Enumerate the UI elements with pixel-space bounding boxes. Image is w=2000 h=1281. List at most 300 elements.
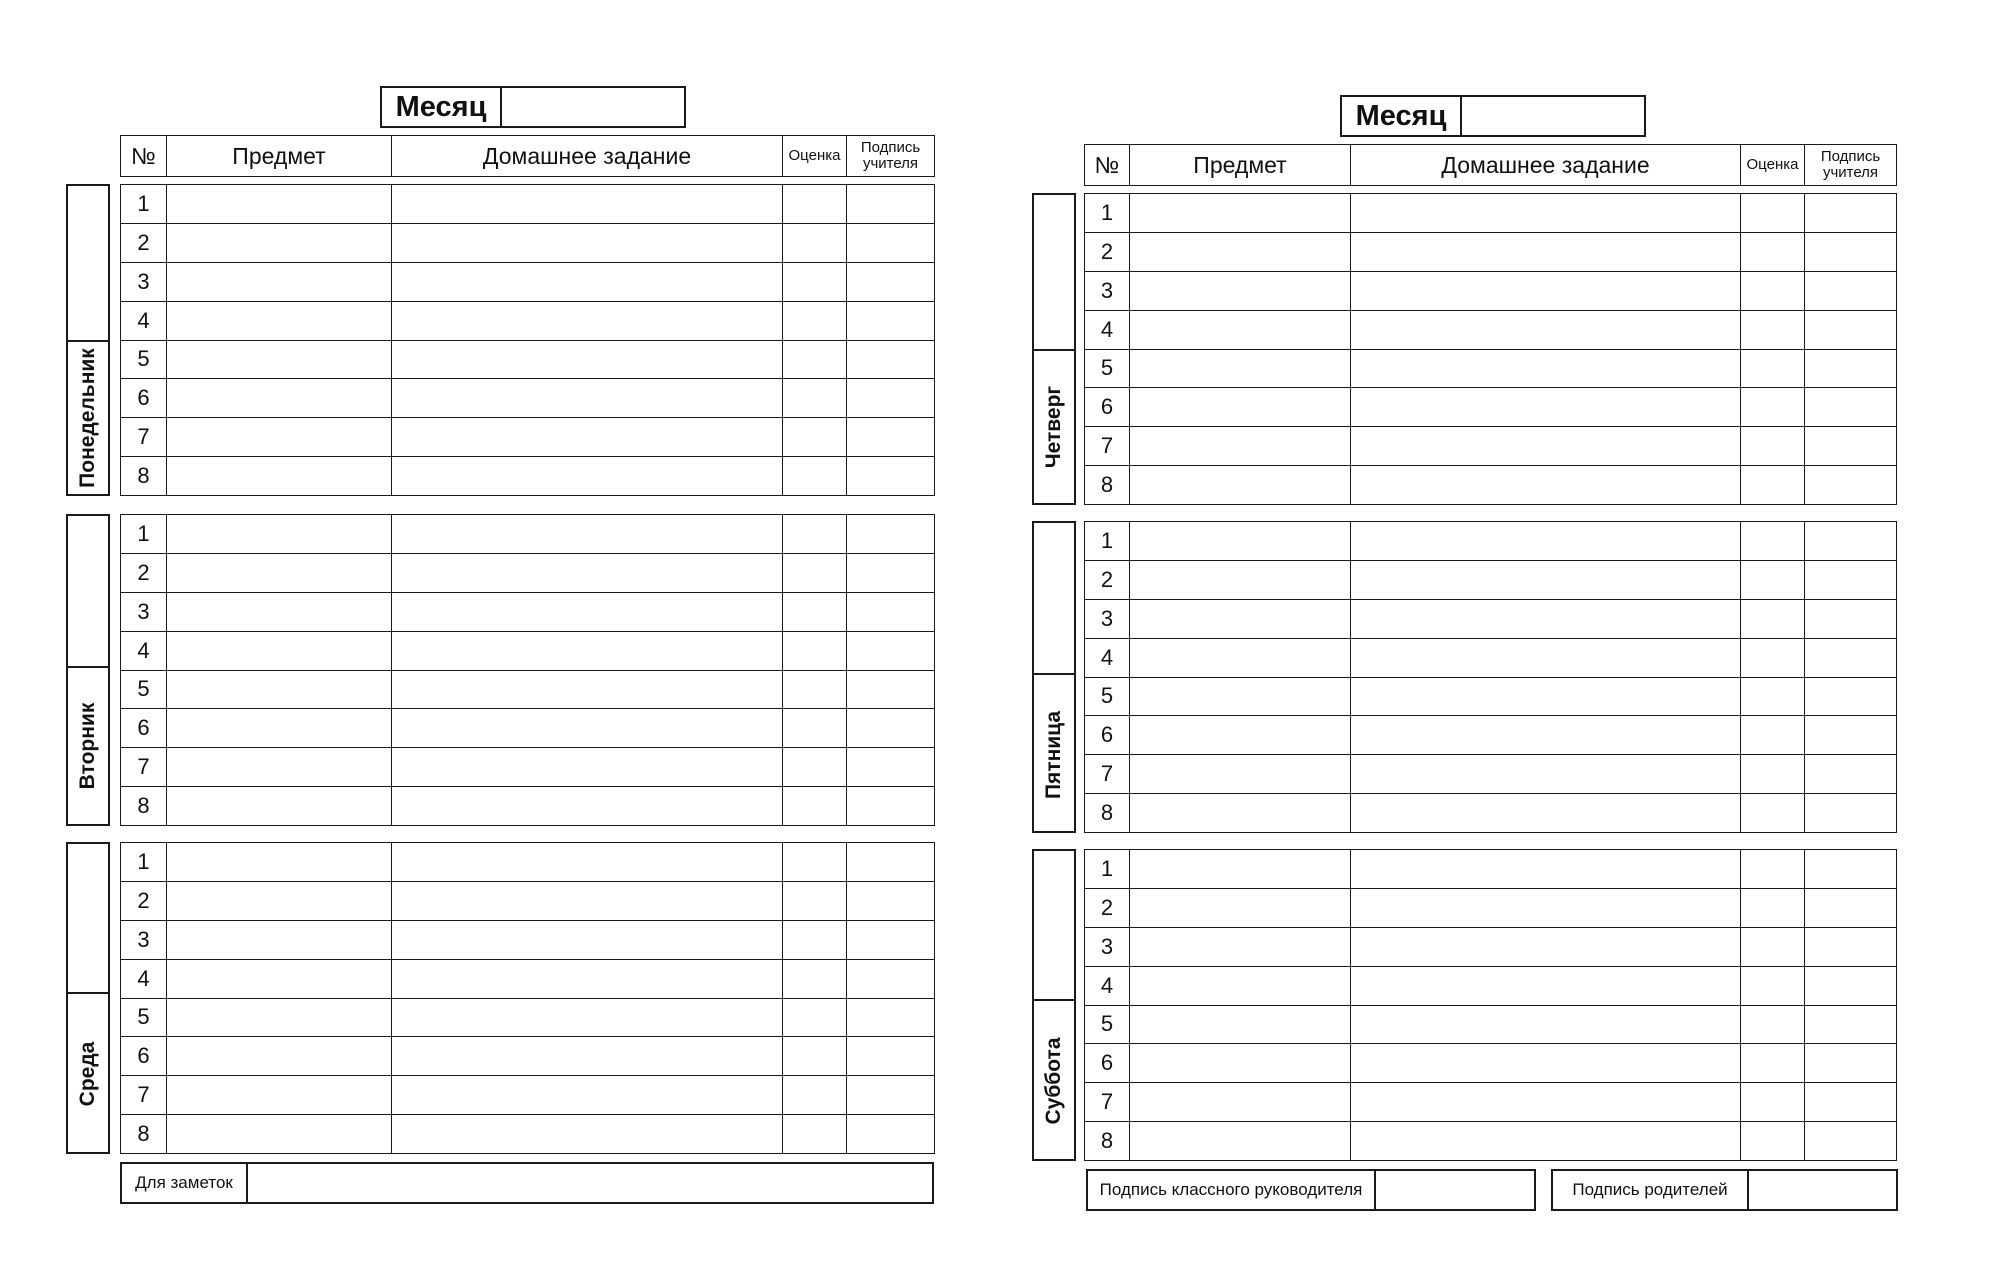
class-teacher-signature-label: Подпись классного руководителя [1088,1171,1376,1209]
homework-cell[interactable] [392,515,783,554]
lesson-row [121,418,935,457]
grade-cell[interactable] [783,515,847,554]
grade-cell[interactable] [783,553,847,592]
teacher-signature-cell[interactable] [847,959,935,998]
homework-cell[interactable] [1351,755,1741,794]
homework-cell[interactable] [392,301,783,340]
lesson-number: 4 [121,301,167,340]
lesson-number: 7 [121,748,167,787]
homework-cell[interactable] [392,1037,783,1076]
subject-cell[interactable] [1130,232,1351,271]
homework-cell[interactable] [392,843,783,882]
lesson-row [1085,966,1897,1005]
lesson-number: 8 [1085,794,1130,833]
lesson-number: 6 [1085,1044,1130,1083]
month-label: Месяц [382,88,502,126]
class-teacher-signature-input[interactable] [1376,1171,1534,1209]
subject-cell[interactable] [167,553,392,592]
teacher-signature-cell[interactable] [1805,388,1897,427]
grade-cell[interactable] [1741,1083,1805,1122]
homework-cell[interactable] [1351,271,1741,310]
lesson-row [1085,522,1897,561]
lesson-row [121,1037,935,1076]
lesson-row [121,379,935,418]
subject-cell[interactable] [1130,427,1351,466]
grade-cell[interactable] [783,843,847,882]
teacher-signature-cell[interactable] [847,185,935,224]
grade-cell[interactable] [1741,1122,1805,1161]
homework-cell[interactable] [392,592,783,631]
teacher-signature-cell[interactable] [847,1115,935,1154]
subject-cell[interactable] [1130,522,1351,561]
teacher-signature-cell[interactable] [847,1037,935,1076]
homework-cell[interactable] [392,670,783,709]
subject-cell[interactable] [1130,194,1351,233]
subject-cell[interactable] [1130,677,1351,716]
teacher-signature-cell[interactable] [847,787,935,826]
grade-cell[interactable] [783,185,847,224]
subject-cell[interactable] [1130,755,1351,794]
month-label: Месяц [1342,97,1462,135]
grade-cell[interactable] [1741,388,1805,427]
day-table-thursday [1084,193,1897,505]
lesson-number: 4 [1085,638,1130,677]
homework-cell[interactable] [392,223,783,262]
grade-cell[interactable] [783,1076,847,1115]
subject-cell[interactable] [167,843,392,882]
subject-cell[interactable] [1130,388,1351,427]
grade-cell[interactable] [783,262,847,301]
teacher-signature-cell[interactable] [847,709,935,748]
month-value-input[interactable] [502,88,684,126]
grade-cell[interactable] [783,787,847,826]
subject-cell[interactable] [1130,927,1351,966]
subject-cell[interactable] [167,301,392,340]
homework-cell[interactable] [392,787,783,826]
teacher-signature-cell[interactable] [847,379,935,418]
number-column-header: № [121,136,167,177]
lesson-number: 1 [121,843,167,882]
grade-cell[interactable] [783,223,847,262]
teacher-signature-cell[interactable] [1805,716,1897,755]
lesson-number: 7 [1085,1083,1130,1122]
teacher-signature-cell[interactable] [1805,677,1897,716]
grade-cell[interactable] [783,592,847,631]
subject-cell[interactable] [1130,599,1351,638]
grade-cell[interactable] [1741,232,1805,271]
teacher-signature-cell[interactable] [847,340,935,379]
day-label-box-monday [66,184,110,496]
homework-cell[interactable] [392,631,783,670]
teacher-signature-cell[interactable] [847,998,935,1037]
homework-cell[interactable] [1351,1122,1741,1161]
homework-column-header: Домашнее задание [392,136,783,177]
lesson-number: 7 [1085,427,1130,466]
subject-cell[interactable] [167,1115,392,1154]
homework-cell[interactable] [392,185,783,224]
day-label-wednesday: Среда [76,1041,99,1107]
lesson-number: 8 [1085,1122,1130,1161]
homework-cell[interactable] [1351,794,1741,833]
homework-column-header: Домашнее задание [1351,145,1741,186]
lesson-number: 3 [121,920,167,959]
homework-cell[interactable] [1351,599,1741,638]
lesson-number: 8 [121,1115,167,1154]
subject-cell[interactable] [1130,888,1351,927]
grade-cell[interactable] [1741,794,1805,833]
teacher-signature-cell[interactable] [1805,1044,1897,1083]
grade-cell[interactable] [783,301,847,340]
subject-cell[interactable] [167,262,392,301]
subject-cell[interactable] [1130,638,1351,677]
grade-cell[interactable] [1741,1044,1805,1083]
parents-signature-field [1551,1169,1898,1211]
lesson-row [121,262,935,301]
day-box-divider [68,340,108,342]
homework-cell[interactable] [1351,349,1741,388]
grade-cell[interactable] [1741,638,1805,677]
day-box-divider [68,992,108,994]
teacher-signature-cell[interactable] [847,223,935,262]
lesson-number: 7 [1085,755,1130,794]
grade-cell[interactable] [1741,427,1805,466]
lesson-number: 8 [121,457,167,496]
day-box-divider [1034,673,1074,675]
subject-cell[interactable] [1130,850,1351,889]
subject-cell[interactable] [1130,1005,1351,1044]
grade-cell[interactable] [1741,755,1805,794]
homework-cell[interactable] [1351,310,1741,349]
grade-cell[interactable] [783,998,847,1037]
grade-cell[interactable] [1741,927,1805,966]
grade-cell[interactable] [1741,716,1805,755]
day-table-monday [120,184,935,496]
subject-cell[interactable] [167,592,392,631]
homework-cell[interactable] [1351,888,1741,927]
teacher-signature-cell[interactable] [1805,755,1897,794]
lesson-row [121,515,935,554]
lesson-number: 4 [121,959,167,998]
grade-cell[interactable] [783,670,847,709]
lesson-row [1085,271,1897,310]
lesson-number: 5 [121,340,167,379]
subject-cell[interactable] [167,787,392,826]
lesson-number: 5 [1085,349,1130,388]
teacher-signature-cell[interactable] [1805,560,1897,599]
month-value-input[interactable] [1462,97,1644,135]
lesson-row [1085,599,1897,638]
teacher-signature-cell[interactable] [1805,794,1897,833]
lesson-number: 3 [1085,271,1130,310]
homework-cell[interactable] [1351,466,1741,505]
class-teacher-signature-field [1086,1169,1536,1211]
lesson-number: 2 [121,223,167,262]
lesson-number: 7 [121,1076,167,1115]
day-label-box-thursday [1032,193,1076,505]
subject-cell[interactable] [167,998,392,1037]
day-table-tuesday [120,514,935,826]
homework-cell[interactable] [392,379,783,418]
teacher-signature-cell[interactable] [847,748,935,787]
teacher-signature-cell[interactable] [1805,349,1897,388]
day-label-box-saturday [1032,849,1076,1161]
homework-cell[interactable] [1351,966,1741,1005]
teacher-signature-cell[interactable] [847,631,935,670]
subject-cell[interactable] [167,1076,392,1115]
lesson-number: 7 [121,418,167,457]
grade-cell[interactable] [783,457,847,496]
teacher-signature-cell[interactable] [1805,522,1897,561]
day-table-friday [1084,521,1897,833]
homework-cell[interactable] [1351,427,1741,466]
subject-cell[interactable] [167,920,392,959]
teacher-signature-cell[interactable] [1805,427,1897,466]
homework-cell[interactable] [392,881,783,920]
lesson-row [1085,232,1897,271]
grade-cell[interactable] [1741,560,1805,599]
day-label-monday: Понедельник [76,348,99,488]
lesson-row [121,881,935,920]
lesson-number: 6 [121,709,167,748]
grade-cell[interactable] [783,418,847,457]
grade-column-header: Оценка [1741,145,1805,186]
subject-cell[interactable] [1130,1122,1351,1161]
day-label-thursday: Четверг [1042,385,1065,469]
lesson-number: 1 [121,515,167,554]
lesson-number: 5 [1085,677,1130,716]
grade-cell[interactable] [1741,850,1805,889]
lesson-number: 4 [121,631,167,670]
subject-cell[interactable] [167,959,392,998]
teacher-signature-cell[interactable] [1805,599,1897,638]
homework-cell[interactable] [1351,927,1741,966]
grade-cell[interactable] [783,709,847,748]
lesson-row [121,631,935,670]
lesson-number: 8 [1085,466,1130,505]
teacher-signature-cell[interactable] [847,920,935,959]
teacher-signature-column-header: Подпись учителя [1805,145,1897,186]
lesson-number: 4 [1085,966,1130,1005]
grade-cell[interactable] [783,1037,847,1076]
homework-cell[interactable] [392,418,783,457]
grade-cell[interactable] [1741,271,1805,310]
teacher-signature-cell[interactable] [847,1076,935,1115]
subject-cell[interactable] [167,223,392,262]
grade-cell[interactable] [1741,522,1805,561]
grade-cell[interactable] [783,1115,847,1154]
lesson-number: 6 [1085,388,1130,427]
grade-cell[interactable] [783,959,847,998]
homework-cell[interactable] [1351,850,1741,889]
homework-cell[interactable] [392,1076,783,1115]
subject-cell[interactable] [167,379,392,418]
subject-cell[interactable] [1130,466,1351,505]
homework-cell[interactable] [1351,1005,1741,1044]
lesson-row [1085,1005,1897,1044]
homework-cell[interactable] [1351,560,1741,599]
homework-cell[interactable] [1351,194,1741,233]
teacher-signature-cell[interactable] [847,418,935,457]
day-label-box-friday [1032,521,1076,833]
teacher-signature-cell[interactable] [1805,232,1897,271]
homework-cell[interactable] [1351,388,1741,427]
subject-cell[interactable] [167,748,392,787]
subject-cell[interactable] [1130,794,1351,833]
subject-cell[interactable] [1130,271,1351,310]
teacher-signature-cell[interactable] [1805,927,1897,966]
subject-cell[interactable] [167,418,392,457]
grade-cell[interactable] [783,379,847,418]
day-label-box-wednesday [66,842,110,1154]
teacher-signature-cell[interactable] [847,515,935,554]
subject-cell[interactable] [167,1037,392,1076]
day-table-saturday [1084,849,1897,1161]
homework-cell[interactable] [392,1115,783,1154]
lesson-row [1085,194,1897,233]
homework-cell[interactable] [392,262,783,301]
teacher-signature-column-header: Подпись учителя [847,136,935,177]
grade-cell[interactable] [1741,966,1805,1005]
lesson-row [121,1076,935,1115]
subject-cell[interactable] [167,670,392,709]
homework-cell[interactable] [1351,638,1741,677]
lesson-number: 2 [121,881,167,920]
homework-cell[interactable] [1351,522,1741,561]
grade-cell[interactable] [783,631,847,670]
teacher-signature-cell[interactable] [1805,466,1897,505]
grade-column-header: Оценка [783,136,847,177]
grade-cell[interactable] [1741,677,1805,716]
teacher-signature-cell[interactable] [1805,638,1897,677]
teacher-signature-cell[interactable] [847,457,935,496]
teacher-signature-cell[interactable] [1805,1122,1897,1161]
lesson-number: 1 [1085,194,1130,233]
lesson-row [121,787,935,826]
homework-cell[interactable] [392,959,783,998]
homework-cell[interactable] [392,340,783,379]
lesson-row [1085,927,1897,966]
teacher-signature-cell[interactable] [1805,194,1897,233]
lesson-row [121,457,935,496]
subject-cell[interactable] [1130,349,1351,388]
subject-cell[interactable] [167,340,392,379]
teacher-signature-cell[interactable] [1805,850,1897,889]
homework-cell[interactable] [1351,232,1741,271]
lesson-row [121,843,935,882]
homework-cell[interactable] [392,998,783,1037]
notes-input[interactable] [248,1164,932,1202]
teacher-signature-cell[interactable] [1805,1083,1897,1122]
lesson-row [121,185,935,224]
grade-cell[interactable] [1741,349,1805,388]
grade-cell[interactable] [1741,888,1805,927]
subject-cell[interactable] [1130,966,1351,1005]
grade-cell[interactable] [783,748,847,787]
teacher-signature-cell[interactable] [1805,888,1897,927]
grade-cell[interactable] [1741,310,1805,349]
lesson-row [121,709,935,748]
lesson-row [1085,1122,1897,1161]
notes-label: Для заметок [122,1164,248,1202]
teacher-signature-cell[interactable] [1805,310,1897,349]
subject-cell[interactable] [167,515,392,554]
lesson-number: 4 [1085,310,1130,349]
lesson-number: 5 [121,998,167,1037]
grade-cell[interactable] [783,340,847,379]
subject-cell[interactable] [167,881,392,920]
grade-cell[interactable] [783,881,847,920]
homework-cell[interactable] [1351,677,1741,716]
homework-cell[interactable] [392,709,783,748]
teacher-signature-cell[interactable] [847,670,935,709]
subject-cell[interactable] [167,457,392,496]
homework-cell[interactable] [392,457,783,496]
day-box-divider [68,666,108,668]
teacher-signature-cell[interactable] [847,592,935,631]
teacher-signature-cell[interactable] [847,553,935,592]
grade-cell[interactable] [1741,194,1805,233]
teacher-signature-cell[interactable] [1805,271,1897,310]
lesson-number: 2 [1085,232,1130,271]
month-field-right [1340,95,1646,137]
grade-cell[interactable] [1741,1005,1805,1044]
lesson-number: 6 [1085,716,1130,755]
teacher-signature-cell[interactable] [1805,1005,1897,1044]
lesson-row [1085,850,1897,889]
grade-cell[interactable] [1741,466,1805,505]
homework-cell[interactable] [1351,716,1741,755]
homework-cell[interactable] [1351,1044,1741,1083]
day-box-divider [1034,349,1074,351]
teacher-signature-cell[interactable] [847,301,935,340]
notes-field [120,1162,934,1204]
day-label-tuesday: Вторник [76,702,99,790]
lesson-row [1085,638,1897,677]
grade-cell[interactable] [1741,599,1805,638]
homework-cell[interactable] [392,748,783,787]
lesson-number: 6 [121,1037,167,1076]
subject-cell[interactable] [1130,1083,1351,1122]
lesson-number: 3 [121,592,167,631]
teacher-signature-cell[interactable] [847,881,935,920]
parents-signature-input[interactable] [1749,1171,1896,1209]
homework-cell[interactable] [392,920,783,959]
grade-cell[interactable] [783,920,847,959]
lesson-row [121,748,935,787]
lesson-row [1085,427,1897,466]
subject-cell[interactable] [1130,560,1351,599]
day-table-wednesday [120,842,935,1154]
lesson-row [121,301,935,340]
day-label-friday: Пятница [1042,710,1065,800]
lesson-row [1085,1083,1897,1122]
lesson-number: 3 [121,262,167,301]
lesson-row [121,340,935,379]
homework-cell[interactable] [1351,1083,1741,1122]
subject-cell[interactable] [1130,1044,1351,1083]
subject-cell[interactable] [1130,716,1351,755]
subject-cell[interactable] [167,185,392,224]
teacher-signature-cell[interactable] [847,843,935,882]
subject-cell[interactable] [167,631,392,670]
lesson-number: 5 [121,670,167,709]
homework-cell[interactable] [392,553,783,592]
subject-cell[interactable] [1130,310,1351,349]
teacher-signature-cell[interactable] [1805,966,1897,1005]
teacher-signature-cell[interactable] [847,262,935,301]
subject-cell[interactable] [167,709,392,748]
lesson-row [1085,677,1897,716]
